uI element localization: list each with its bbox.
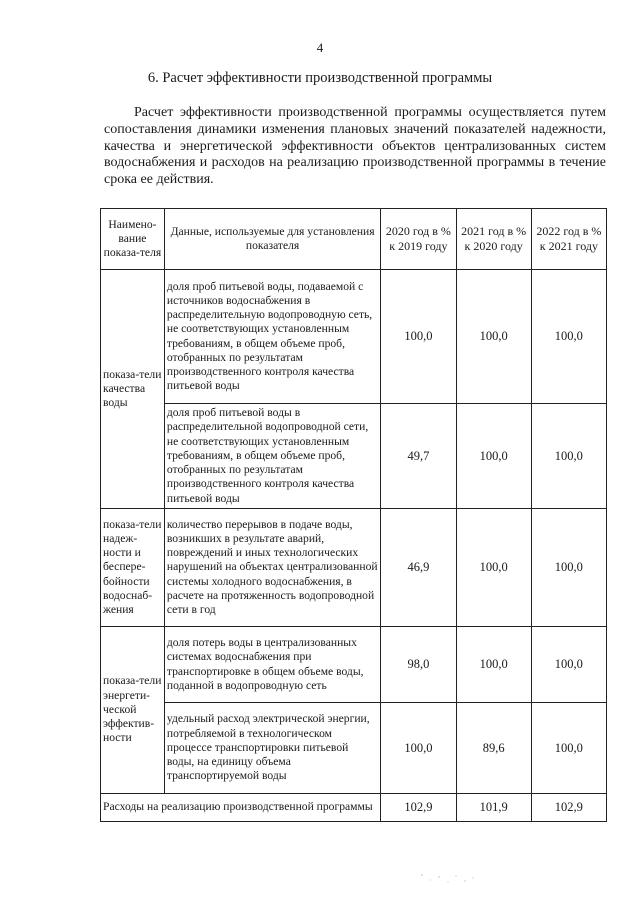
efficiency-table [100,208,607,822]
value-2020: 46,9 [381,509,456,627]
row-description: количество перерывов в подаче воды, возникших в результате аварий, повреждений и иных технологических нарушений на объектах централизованной системы холодного водоснабжения, в расчете на протяженность водопроводной сети в год [164,509,380,627]
row-description: удельный расход электрической энергии, потребляемой в технологическом процессе транспортировки питьевой воды, на единицу объема транспортируемой воды [164,703,380,794]
group-quality: показа-тели качества воды [101,270,165,509]
header-2021: 2021 год в % к 2020 году [456,209,531,270]
value-2021: 100,0 [456,270,531,404]
intro-paragraph: Расчет эффективности производственной программы осуществляется путем сопоставления динамики изменения плановых значений показателей надежности, качества и энергетической эффективности объектов централизованных систем водоснабжения и расходов на реализацию производственной программы в течение срока ее действия. [104,105,606,188]
value-2022: 100,0 [531,627,606,703]
table-row [101,404,607,509]
table-row [101,627,607,703]
page-number: 4 [316,40,324,55]
footer-2021: 101,9 [456,794,531,822]
value-2021: 100,0 [456,509,531,627]
footer-label: Расходы на реализацию производственной программы [101,794,381,822]
table-row [101,270,607,404]
footer-2022: 102,9 [531,794,606,822]
value-2022: 100,0 [531,703,606,794]
header-name: Наимено-вание показа-теля [101,209,165,270]
table-row [101,509,607,627]
value-2020: 100,0 [381,270,456,404]
scan-speckle [418,872,478,886]
header-2022: 2022 год в % к 2021 году [531,209,606,270]
value-2021: 89,6 [456,703,531,794]
row-description: доля потерь воды в централизованных системах водоснабжения при транспортировке в общем объеме воды, поданной в водопроводную сеть [164,627,380,703]
header-2020: 2020 год в % к 2019 году [381,209,456,270]
row-description: доля проб питьевой воды в распределительной водопроводной сети, не соответствующих установленным требованиям, в общем объеме проб, отобранных по результатам производственного контроля качества питьевой воды [164,404,380,509]
value-2022: 100,0 [531,270,606,404]
table-header-row [101,209,607,270]
table-row [101,703,607,794]
table-footer-row [101,794,607,822]
value-2020: 49,7 [381,404,456,509]
section-heading: 6. Расчет эффективности производственной программы [147,70,493,86]
header-data: Данные, используемые для установления показателя [164,209,380,270]
value-2022: 100,0 [531,509,606,627]
group-energy: показа-тели энергети-ческой эффектив-ности [101,627,165,794]
value-2021: 100,0 [456,404,531,509]
value-2022: 100,0 [531,404,606,509]
footer-2020: 102,9 [381,794,456,822]
row-description: доля проб питьевой воды, подаваемой с источников водоснабжения в распределительную водопроводную сеть, не соответствующих установленным требованиям, в общем объеме проб, отобранных по результатам производственного контроля качества питьевой воды [164,270,380,404]
value-2020: 98,0 [381,627,456,703]
value-2020: 100,0 [381,703,456,794]
value-2021: 100,0 [456,627,531,703]
group-reliability: показа-тели надеж-ности и беспере-бойности водоснаб-жения [101,509,165,627]
